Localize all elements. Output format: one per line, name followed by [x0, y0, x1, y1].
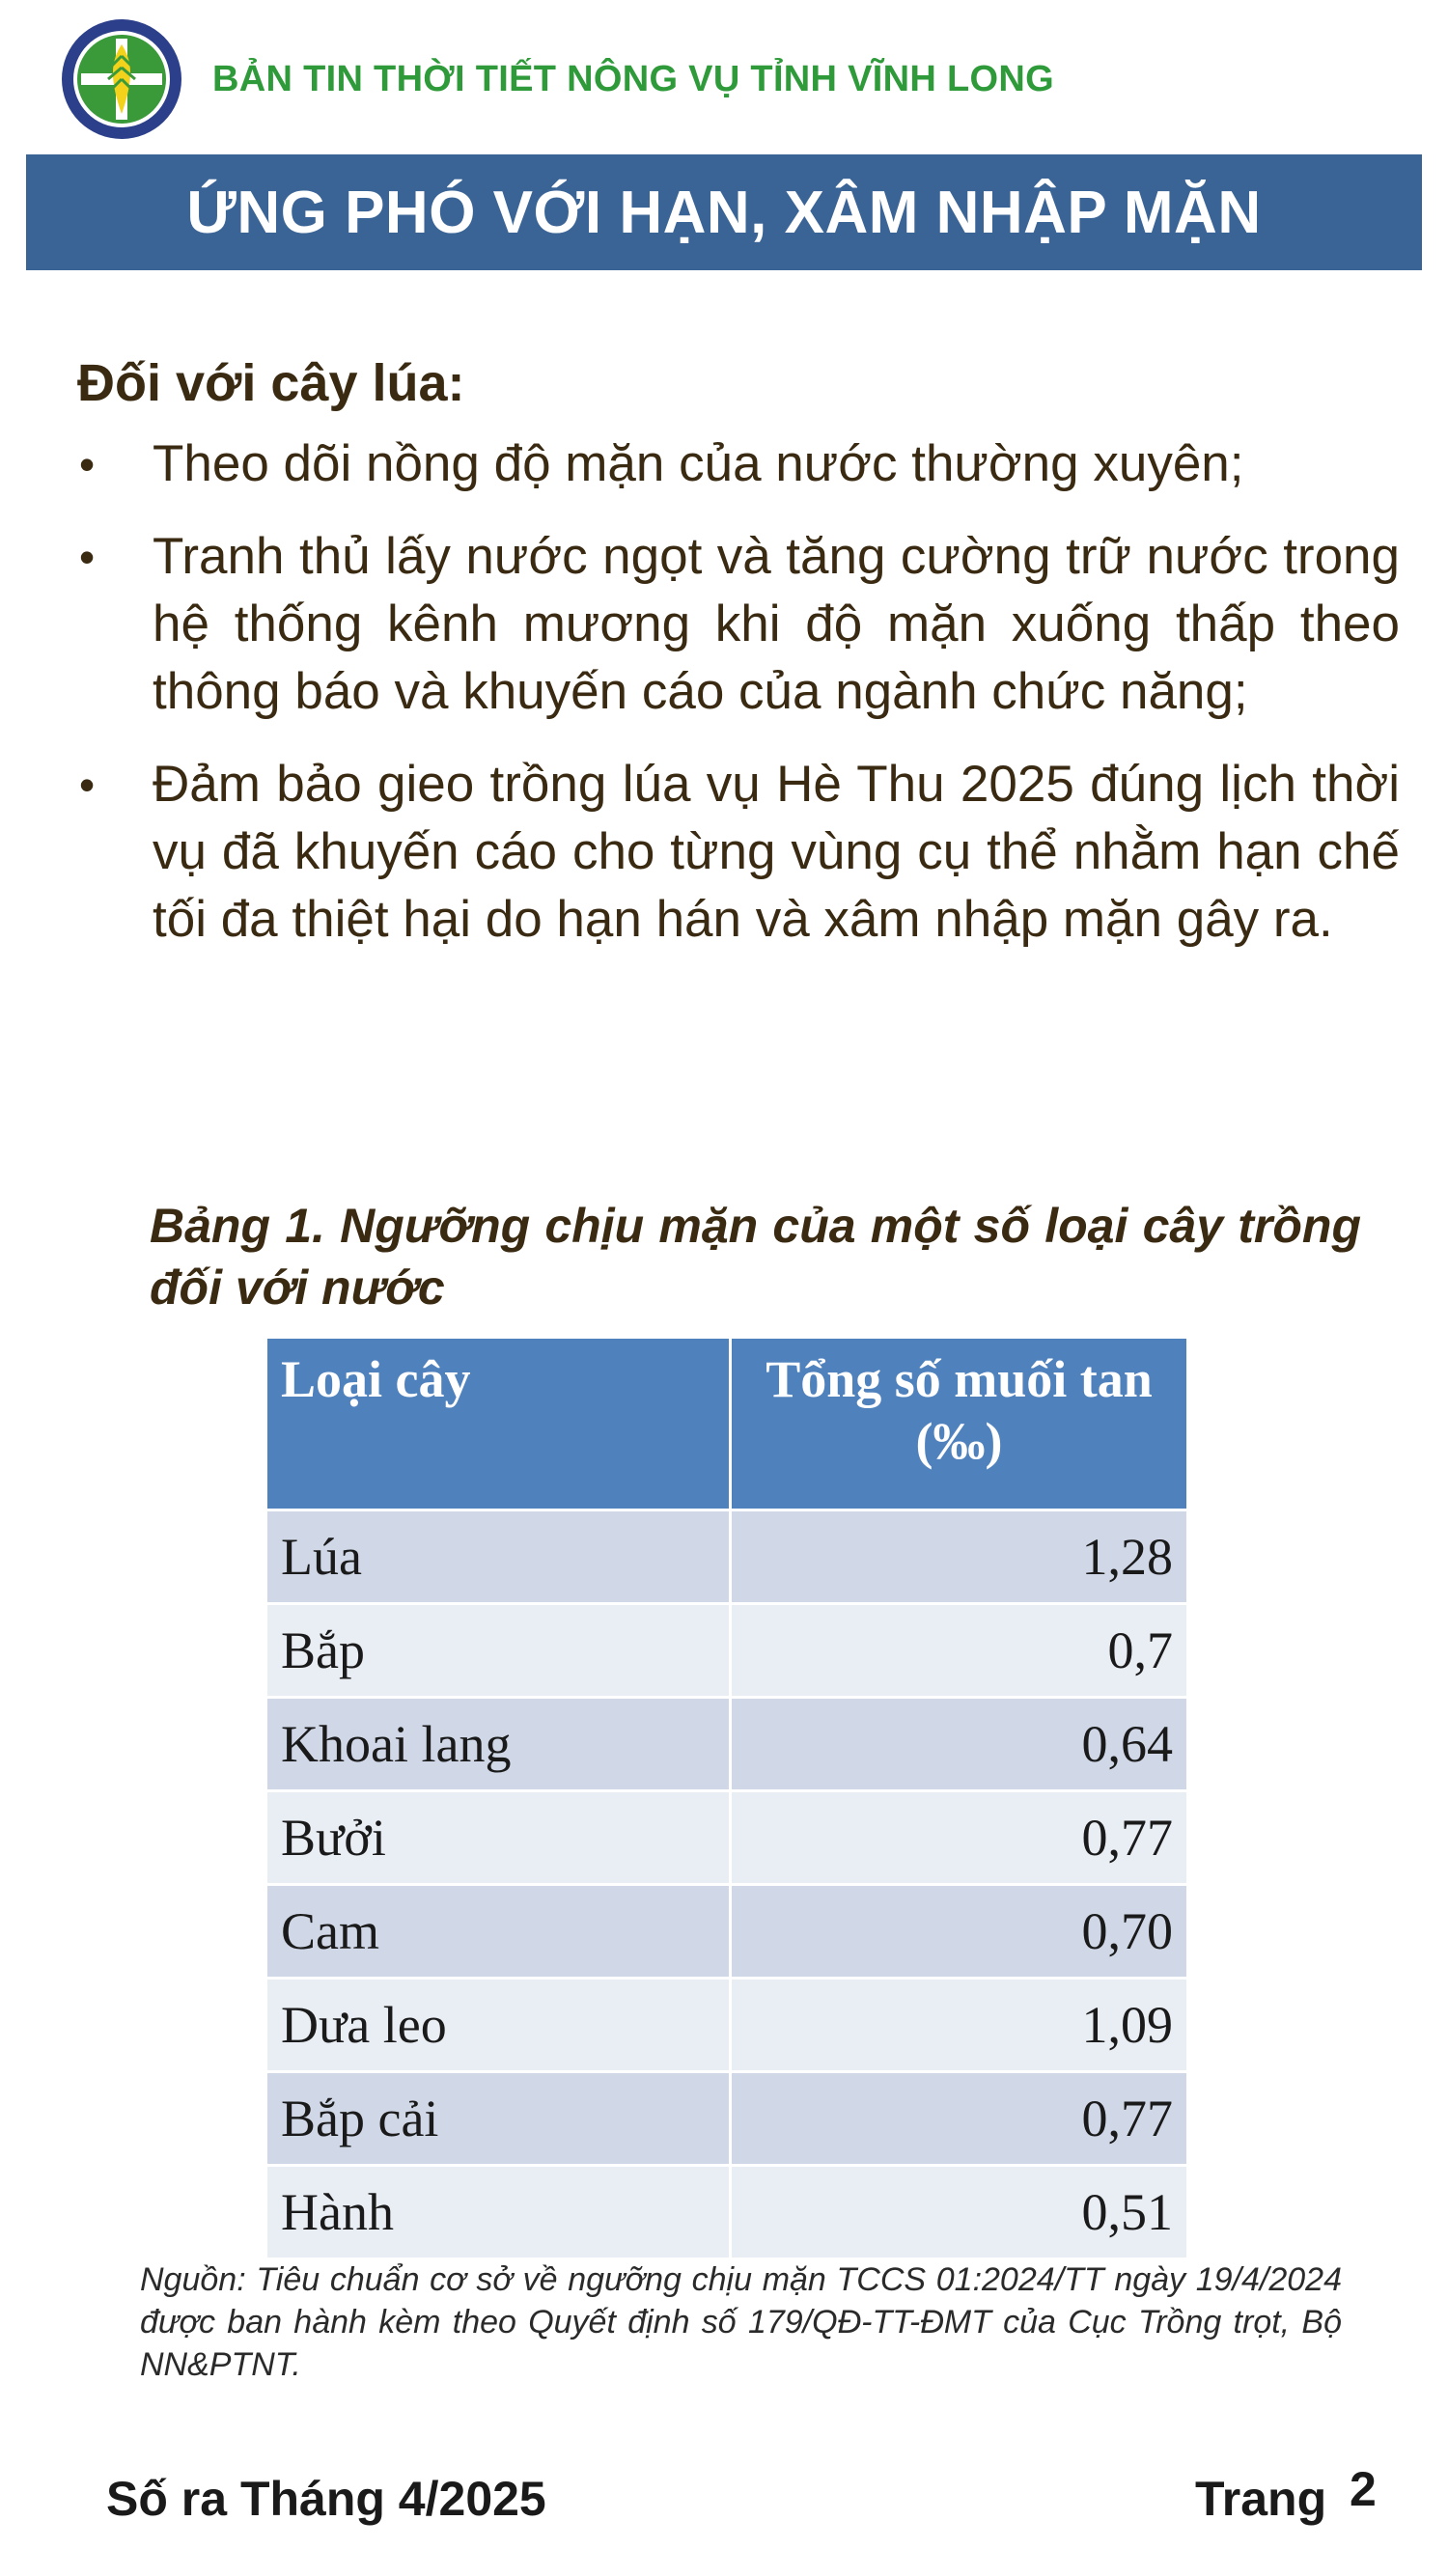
bullet-icon: • [79, 532, 96, 582]
table-row [266, 1604, 1188, 1698]
crop-name: Lúa [266, 1510, 731, 1604]
table-header-row [266, 1338, 1188, 1510]
table-row [266, 1885, 1188, 1979]
crop-name: Hành [266, 2166, 731, 2259]
bullet-icon: • [79, 439, 96, 489]
salt-tolerance-table [265, 1336, 1189, 2260]
list-item [77, 523, 1400, 726]
salt-value: 0,77 [731, 2072, 1188, 2166]
page-label: Trang [1195, 2472, 1327, 2526]
table-caption: Bảng 1. Ngưỡng chịu mặn của một số loại cây trồng đối với nước [150, 1199, 1361, 1315]
column-header-crop: Loại cây [266, 1338, 731, 1510]
banner-title: ỨNG PHÓ VỚI HẠN, XÂM NHẬP MẶN [186, 179, 1262, 246]
rice-bullet-list [77, 430, 1400, 954]
crop-name: Bưởi [266, 1791, 731, 1885]
salt-value: 1,28 [731, 1510, 1188, 1604]
crop-name: Bắp cải [266, 2072, 731, 2166]
bulletin-header [60, 17, 1054, 141]
rice-heading: Đối với cây lúa: [77, 354, 465, 412]
crop-name: Bắp [266, 1604, 731, 1698]
table-row [266, 1979, 1188, 2072]
table-row [266, 1510, 1188, 1604]
crop-name: Dưa leo [266, 1979, 731, 2072]
issue-label: Số ra Tháng 4/2025 [106, 2472, 546, 2526]
crop-name: Cam [266, 1885, 731, 1979]
column-header-salt: Tổng số muối tan (‰) [731, 1338, 1188, 1510]
salt-value: 1,09 [731, 1979, 1188, 2072]
page-number: 2 [1350, 2462, 1377, 2516]
table-row [266, 1698, 1188, 1791]
salt-value: 0,51 [731, 2166, 1188, 2259]
salt-value: 0,64 [731, 1698, 1188, 1791]
bullet-text: Tranh thủ lấy nước ngọt và tăng cường trữ nước trong hệ thống kênh mương khi độ mặn xuống thấp theo thông báo và khuyến cáo của ngành chức năng; [153, 528, 1400, 720]
list-item [77, 430, 1400, 498]
salt-value: 0,70 [731, 1885, 1188, 1979]
table-row [266, 2072, 1188, 2166]
section-banner [26, 154, 1422, 270]
table-row [266, 1791, 1188, 1885]
salt-value: 0,77 [731, 1791, 1188, 1885]
rice-guidance [77, 349, 1400, 979]
agriculture-department-logo-icon [60, 17, 183, 141]
bullet-text: Đảm bảo gieo trồng lúa vụ Hè Thu 2025 đúng lịch thời vụ đã khuyến cáo cho từng vùng cụ thể nhằm hạn chế tối đa thiệt hại do hạn hán và xâm nhập mặn gây ra. [153, 756, 1400, 948]
source-note: Nguồn: Tiêu chuẩn cơ sở về ngưỡng chịu mặn TCCS 01:2024/TT ngày 19/4/2024 được ban hành kèm theo Quyết định số 179/QĐ-TT-ĐMT của Cục Trồng trọt, Bộ NN&PTNT. [140, 2261, 1342, 2383]
bulletin-title: BẢN TIN THỜI TIẾT NÔNG VỤ TỈNH VĨNH LONG [212, 58, 1054, 99]
crop-name: Khoai lang [266, 1698, 731, 1791]
list-item [77, 751, 1400, 954]
table-row [266, 2166, 1188, 2259]
salt-value: 0,7 [731, 1604, 1188, 1698]
bullet-text: Theo dõi nồng độ mặn của nước thường xuyên; [153, 435, 1244, 492]
bullet-icon: • [79, 760, 96, 810]
